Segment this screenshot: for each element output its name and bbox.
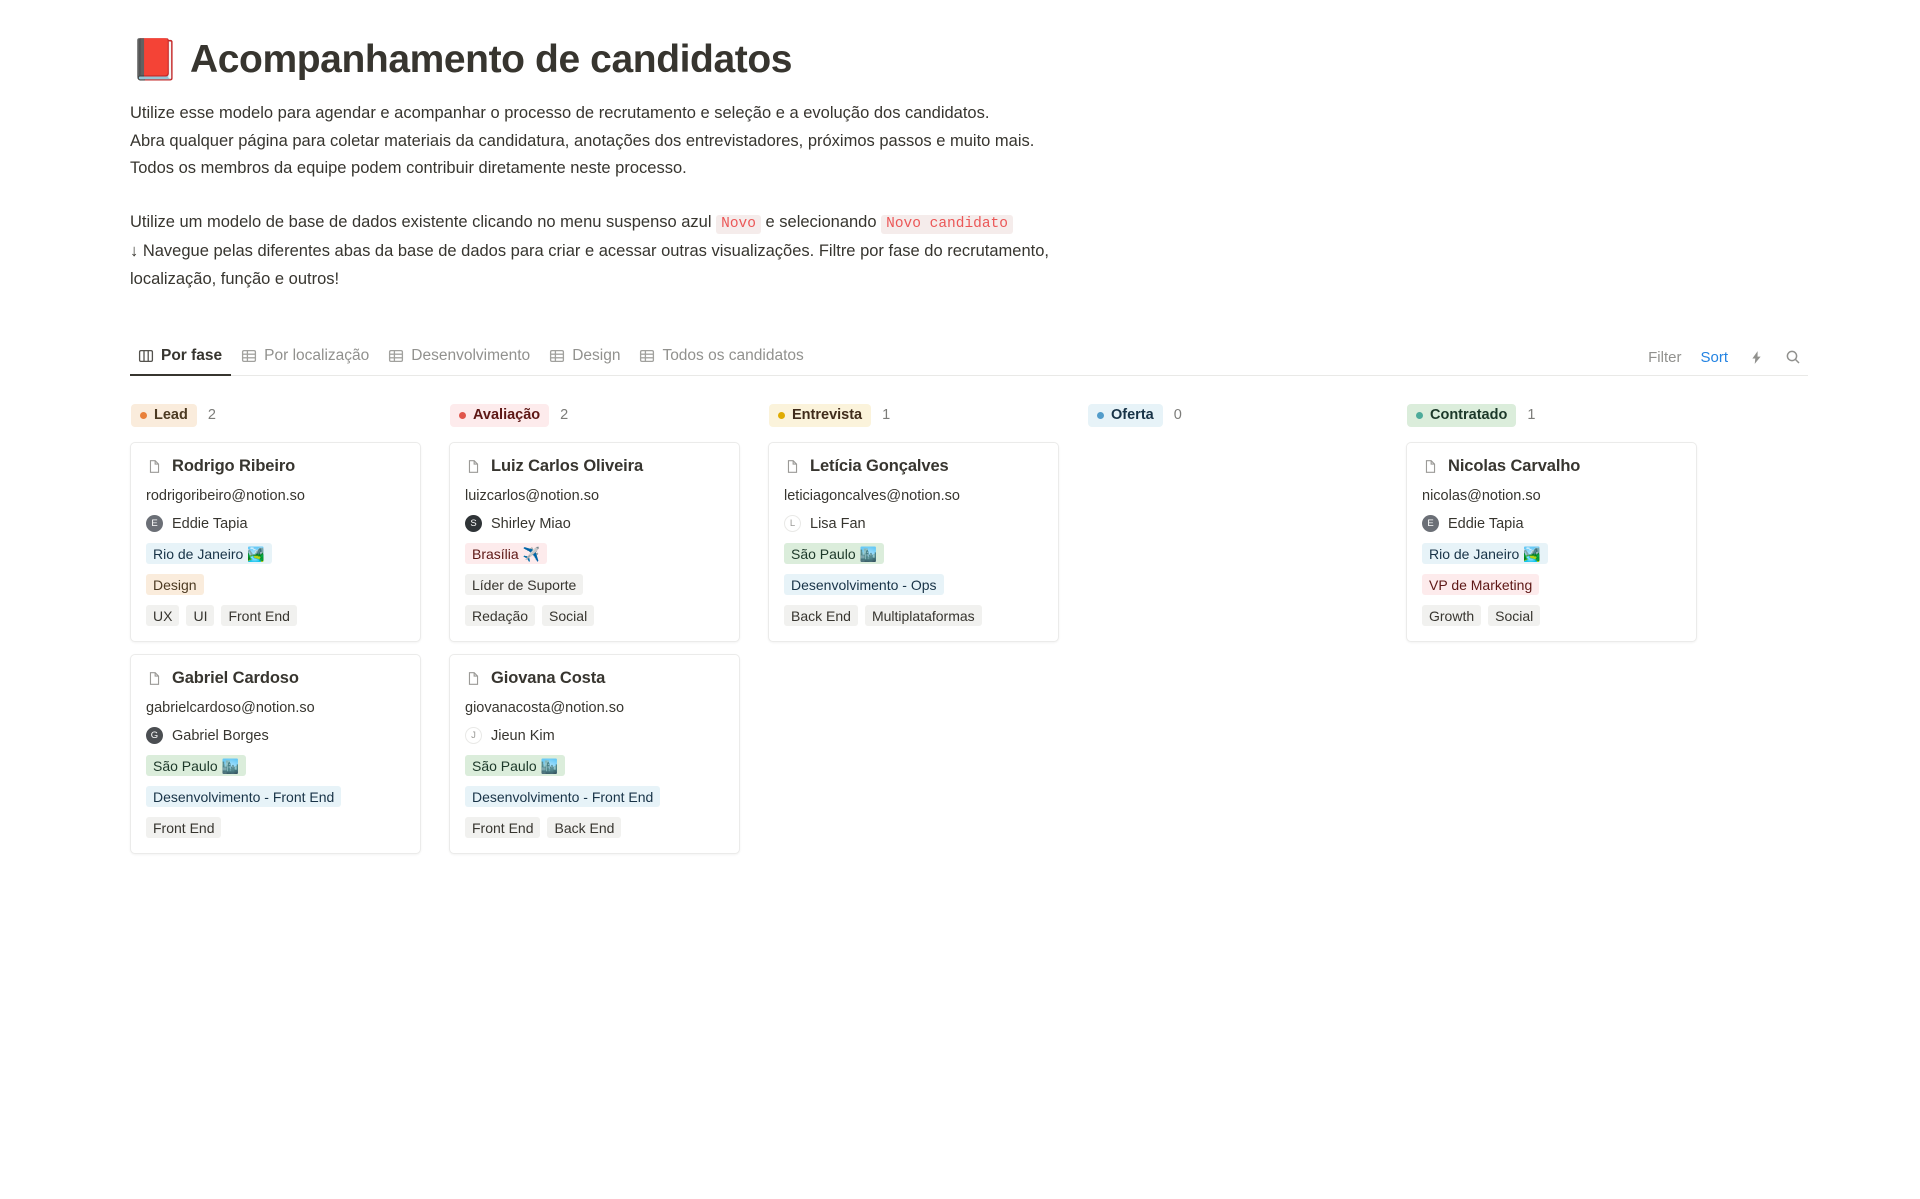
person-name: Shirley Miao (491, 515, 571, 532)
tab-label: Todos os candidatos (662, 346, 804, 364)
intro-text-middle: e selecionando (765, 212, 877, 231)
kanban-board (130, 402, 1920, 854)
card-skill-row (464, 817, 725, 838)
card-location-row (145, 543, 406, 564)
status-label: Contratado (1430, 406, 1508, 423)
avatar (465, 515, 482, 532)
skill-tag: Back End (784, 605, 858, 626)
location-tag: São Paulo 🏙️ (784, 543, 884, 564)
card-email: luizcarlos@notion.so (465, 488, 600, 504)
role-tag: Desenvolvimento - Front End (465, 786, 660, 807)
skill-tag: Redação (465, 605, 535, 626)
status-label: Oferta (1111, 406, 1154, 423)
role-tag: VP de Marketing (1422, 574, 1539, 595)
card-person (464, 727, 725, 744)
filter-button[interactable]: Filter (1648, 348, 1682, 366)
avatar-initial: S (470, 518, 477, 529)
location-tag: São Paulo 🏙️ (465, 755, 565, 776)
role-tag: Líder de Suporte (465, 574, 583, 595)
avatar (146, 515, 163, 532)
lightning-icon[interactable] (1747, 348, 1765, 366)
tab-todos-os-candidatos[interactable] (631, 336, 812, 375)
skill-tag: Social (1488, 605, 1540, 626)
column-count: 0 (1173, 407, 1182, 423)
card-role-row (1421, 574, 1682, 595)
card-location-row (464, 543, 725, 564)
table-icon (387, 347, 404, 364)
board-column-contratado (1406, 402, 1697, 854)
book-emoji-icon: 📕 (130, 38, 180, 82)
role-tag: Desenvolvimento - Front End (146, 786, 341, 807)
inline-code-novo-candidato: Novo candidato (881, 215, 1013, 234)
tab-label: Por localização (264, 346, 370, 364)
skill-tag: Multiplataformas (865, 605, 982, 626)
skill-tag: UI (186, 605, 214, 626)
tab-por-fase[interactable] (130, 336, 231, 375)
person-name: Lisa Fan (810, 515, 866, 532)
tab-design[interactable] (541, 336, 629, 375)
column-header[interactable] (1087, 402, 1378, 428)
card-person (783, 515, 1044, 532)
column-cards (449, 442, 740, 854)
card-person (145, 515, 406, 532)
document-icon (1421, 458, 1439, 476)
search-icon[interactable] (1784, 348, 1802, 366)
card-title-row (145, 457, 406, 476)
card-person (464, 515, 725, 532)
status-dot-icon (1097, 412, 1104, 419)
card-role-row (145, 786, 406, 807)
card-title-row (145, 669, 406, 688)
view-tabs (130, 336, 813, 375)
intro-paragraph-5: ↓ Navegue pelas diferentes abas da base de dados para criar e acessar outras visualizações. Filtre por fase do recrutamento, localização, função e outros! (130, 242, 1050, 288)
intro-paragraph-3: Todos os membros da equipe podem contribuir diretamente neste processo. (130, 159, 687, 177)
card-skill-row (1421, 605, 1682, 626)
card-location-row (464, 755, 725, 776)
card-person (145, 727, 406, 744)
sort-button[interactable]: Sort (1700, 348, 1728, 366)
board-column-lead (130, 402, 421, 854)
card-skill-row (783, 605, 1044, 626)
card[interactable] (130, 654, 421, 854)
card-email: giovanacosta@notion.so (465, 700, 625, 716)
skill-tag: Back End (547, 817, 621, 838)
tab-por-localizacao[interactable] (233, 336, 378, 375)
location-tag: Rio de Janeiro 🏞️ (146, 543, 272, 564)
column-count: 2 (207, 407, 216, 423)
card-email: nicolas@notion.so (1422, 488, 1541, 504)
column-cards (130, 442, 421, 854)
intro-spacer (130, 183, 1090, 209)
avatar-initial: E (1427, 518, 1434, 529)
status-label: Avaliação (473, 406, 541, 423)
intro-paragraph-2: Abra qualquer página para coletar materiais da candidatura, anotações dos entrevistadores, próximos passos e muito mais. (130, 131, 1035, 150)
skill-tag: Front End (465, 817, 540, 838)
avatar-initial: L (789, 518, 796, 529)
tab-label: Desenvolvimento (411, 346, 531, 364)
document-icon (145, 458, 163, 476)
page-header (130, 38, 1920, 82)
card-title: Luiz Carlos Oliveira (491, 457, 644, 475)
avatar (146, 727, 163, 744)
card[interactable] (768, 442, 1059, 642)
status-badge (450, 404, 549, 427)
role-tag: Desenvolvimento - Ops (784, 574, 944, 595)
card-email: leticiagoncalves@notion.so (784, 488, 960, 504)
page-intro (130, 100, 1090, 293)
card-location-row (1421, 543, 1682, 564)
intro-text-before-code: Utilize um modelo de base de dados existente clicando no menu suspenso azul (130, 212, 712, 231)
card-skill-row (145, 605, 406, 626)
tab-desenvolvimento[interactable] (380, 336, 539, 375)
column-header[interactable] (449, 402, 740, 428)
card-location-row (783, 543, 1044, 564)
location-tag: Rio de Janeiro 🏞️ (1422, 543, 1548, 564)
intro-paragraph-4 (130, 209, 1090, 239)
board-column-oferta (1087, 402, 1378, 854)
card-person (1421, 515, 1682, 532)
skill-tag: UX (146, 605, 179, 626)
card-title-row (1421, 457, 1682, 476)
card-skill-row (145, 817, 406, 838)
column-header[interactable] (1406, 402, 1697, 428)
card-role-row (464, 574, 725, 595)
table-icon (548, 347, 565, 364)
card-title: Giovana Costa (491, 669, 606, 687)
status-dot-icon (140, 412, 147, 419)
card-title: Letícia Gonçalves (810, 457, 949, 475)
card-location-row (145, 755, 406, 776)
person-name: Jieun Kim (491, 727, 555, 744)
skill-tag: Front End (221, 605, 296, 626)
status-dot-icon (1416, 412, 1423, 419)
column-count: 2 (560, 407, 569, 423)
card[interactable] (1406, 442, 1697, 642)
card-title: Rodrigo Ribeiro (172, 457, 296, 475)
status-badge (1088, 404, 1163, 427)
card-title-row (464, 669, 725, 688)
avatar (465, 727, 482, 744)
tab-label: Design (572, 346, 621, 364)
table-icon (638, 347, 655, 364)
document-icon (464, 458, 482, 476)
avatar (784, 515, 801, 532)
column-header[interactable] (130, 402, 421, 428)
column-count: 1 (882, 407, 891, 423)
column-count: 1 (1527, 407, 1536, 423)
document-icon (783, 458, 801, 476)
board-column-entrevista (768, 402, 1059, 854)
card-role-row (783, 574, 1044, 595)
tab-label: Por fase (161, 346, 223, 364)
card-email: gabrielcardoso@notion.so (146, 700, 315, 716)
status-badge (769, 404, 871, 427)
document-icon (145, 670, 163, 688)
card-skill-row (464, 605, 725, 626)
card[interactable] (130, 442, 421, 642)
status-badge (1407, 404, 1516, 427)
card-role-row (464, 786, 725, 807)
person-name: Eddie Tapia (1448, 515, 1524, 532)
location-tag: São Paulo 🏙️ (146, 755, 246, 776)
document-icon (464, 670, 482, 688)
inline-code-novo: Novo (716, 215, 761, 234)
skill-tag: Social (542, 605, 594, 626)
location-tag: Brasília ✈️ (465, 543, 547, 564)
status-label: Entrevista (792, 406, 863, 423)
role-tag: Design (146, 574, 204, 595)
status-badge (131, 404, 197, 427)
board-column-avaliacao (449, 402, 740, 854)
status-label: Lead (154, 406, 188, 423)
skill-tag: Front End (146, 817, 221, 838)
avatar-initial: J (471, 730, 476, 741)
avatar-initial: G (150, 730, 159, 741)
column-cards (768, 442, 1059, 642)
card-role-row (145, 574, 406, 595)
skill-tag: Growth (1422, 605, 1481, 626)
board-icon (137, 347, 154, 364)
database-view-bar (130, 337, 1808, 376)
card[interactable] (449, 442, 740, 642)
avatar-initial: E (151, 518, 158, 529)
card[interactable] (449, 654, 740, 854)
view-actions (1648, 348, 1802, 375)
column-cards (1406, 442, 1697, 642)
status-dot-icon (459, 412, 466, 419)
person-name: Eddie Tapia (172, 515, 248, 532)
person-name: Gabriel Borges (172, 727, 269, 744)
card-email: rodrigoribeiro@notion.so (146, 488, 305, 504)
status-dot-icon (778, 412, 785, 419)
card-title: Gabriel Cardoso (172, 669, 299, 687)
avatar (1422, 515, 1439, 532)
card-title-row (464, 457, 725, 476)
column-header[interactable] (768, 402, 1059, 428)
card-title-row (783, 457, 1044, 476)
card-title: Nicolas Carvalho (1448, 457, 1581, 475)
intro-paragraph-1: Utilize esse modelo para agendar e acompanhar o processo de recrutamento e seleção e a evolução dos candidatos. (130, 104, 990, 122)
page-title: Acompanhamento de candidatos (190, 38, 793, 81)
table-icon (240, 347, 257, 364)
